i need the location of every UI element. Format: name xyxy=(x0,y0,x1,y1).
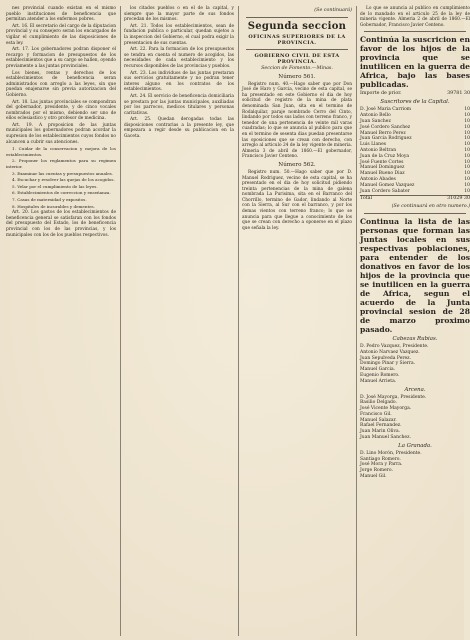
article-clause: 6. Establecimientos de correccion y enseñanza. xyxy=(12,190,111,196)
article-paragraph: nes provincial cuando existan en el mismo pueblo instituciones de beneficencia que permitan atender a los enfermos pobres. xyxy=(6,6,116,23)
list-item: Manuel Garcia. xyxy=(360,367,396,373)
list-title: Cabezas Rubias. xyxy=(392,335,438,342)
list-item: Santiago Romero. xyxy=(360,456,401,462)
list-title: Arcena. xyxy=(404,386,426,393)
list-title: Suscritores de la Capital. xyxy=(380,99,450,106)
list-item: Eugenio Romero. xyxy=(360,372,400,378)
article-clause: 4. Escuchar y resolver las quejas de los acogidos. xyxy=(12,177,115,183)
article-clause: 1. Cuidar de la conservacion y mejora de los establecimientos. xyxy=(6,146,116,157)
continued-note: (Se continuará en otro numero.) xyxy=(391,204,470,210)
list-item: Manuel Salazar. xyxy=(360,417,397,423)
article-clause: 3. Examinar las cuentas y presupuestos anuales. xyxy=(12,170,114,176)
article-paragraph: Art. 25. Quedan derogadas todas las disposiciones contrarias a la presente ley, que empezara a regir desde su publicacion en la Gaceta. xyxy=(124,117,234,140)
column-3 xyxy=(238,6,352,636)
list-item: Juan Garcia Rodriguez 10 xyxy=(360,136,470,142)
list-item: Juan de la Cruz Moya 10 xyxy=(360,153,470,159)
list-item: Manuel Berro Perez 10 xyxy=(360,130,470,136)
column-4 xyxy=(356,6,470,636)
list-item: Jorge Romero. xyxy=(360,468,393,474)
list-item: José Mora y Parra. xyxy=(360,462,403,468)
list-item: Basilio Delgado. xyxy=(360,400,397,406)
list-item: José Fuente Cortes 10 xyxy=(360,159,470,165)
department-heading: Seccion de Fomento.—Minas. xyxy=(261,65,333,71)
list-item: D. Lino Morón, Presidente. xyxy=(360,450,422,456)
article-paragraph: Art. 24. El servicio de beneficencia domiciliaria se prestara por las juntas municipales, auxiliadas por los parrocos, medicos titulares y personas caritativas. xyxy=(124,93,234,116)
continued-note: (Se continuará) xyxy=(314,8,352,13)
list-item: Manuel Gomez Vazquez 10 xyxy=(360,182,470,188)
list-item: Manuel Arrieta. xyxy=(360,378,397,384)
list-item: Manuel Bueno Diaz 10 xyxy=(360,171,470,177)
article-paragraph: los citados pueblos o en el de la capital, y siempre que la mayor parte de sus fondos procedan de los mismos. xyxy=(124,6,234,23)
notice-number: Número 562. xyxy=(278,161,316,168)
list-item: Manuel Gil. xyxy=(360,474,387,480)
section-divider xyxy=(246,49,348,50)
article-paragraph: Art. 17. Los gobernadores podran disponer el recargo y formacion de presupuestos de los establecimientos que a su cargo se hallen, oyendo previamente a las juntas provinciales. xyxy=(6,47,116,69)
subscription-heading: Continúa la suscricion en favor de los hijos de la provincia que se inutilicen en la guerra de Africa, bajo las bases publicadas. xyxy=(360,35,470,90)
list-item: D. José Maria Carriom 10 xyxy=(360,107,470,113)
article-clause: 5. Velar por el cumplimiento de las leyes. xyxy=(12,183,98,189)
notice-number: Número 561. xyxy=(278,73,316,80)
prior-amount-row xyxy=(360,91,470,97)
article-paragraph: Art. 16. El secretario del cargo de la diputacion provincial y su consejero seran los encargados de vigilar el cumplimiento de las disposiciones de esta ley. xyxy=(6,23,116,46)
total-amount: 31029 30 xyxy=(447,196,470,202)
list-item: Domingo Pinar y Sierra. xyxy=(360,361,416,367)
column-2 xyxy=(120,6,234,636)
section-subtitle: OFICINAS SUPERIORES DE LA PROVINCIA. xyxy=(248,33,346,46)
subscriber-list xyxy=(360,107,470,194)
juntas-heading: Continua la lista de las personas que forman las Juntas locales en sus respectivas poblaciones, para entender de los donativos en favor de los hijos de la provincia que se inutilicen en la guerra de Africa, segun el acuerdo de la Junta provincial sesion de 28 de marzo proximo pasado. xyxy=(360,216,470,334)
column-1 xyxy=(6,6,116,636)
article-paragraph: Art. 23. Los individuos de las juntas prestaran sus servicios gratuitamente y no podran tener interes alguno en los contratos de los establecimientos. xyxy=(124,70,234,93)
list-item: Antonio Abades 10 xyxy=(360,176,470,182)
list-item: D. José Mayorga, Presidente. xyxy=(360,394,427,400)
section-divider xyxy=(246,17,348,18)
list-item: José Vicente Mayorga. xyxy=(360,406,412,412)
total-label: Total xyxy=(360,196,373,202)
list-item: Luis Llanes 10 xyxy=(360,142,470,148)
list-item: Juan Sepulveda Perez. xyxy=(360,355,411,361)
article-paragraph: Art. 20. Los gastos de los establecimientos de beneficencia general se satisfaran con los fondos del presupuesto del Estado, los de beneficencia provincial con los de las provincias, y los municipales con los de los pueblos respectivos. xyxy=(6,210,116,238)
article-clause: 8. Hospitales de incurables y dementes. xyxy=(12,203,95,209)
list-item: Juan Marin Oliva. xyxy=(360,429,401,435)
list-item: Juan Sanchez 10 xyxy=(360,118,470,124)
article-paragraph: Art. 18. Las juntas provinciales se compondran del gobernador, presidente, y de cinco vocales nombrados por el mismo, debiendo ser uno de ellos eclesiastico y otro profesor de medicina. xyxy=(6,99,116,122)
office-heading: GOBIERNO CIVIL DE ESTA PROVINCIA. xyxy=(254,52,340,65)
notice-text: Lo que se anuncia al publico en cumplimiento de lo mandado en el articulo 25 de la ley de mineria vigente. Almeria 2 de abril de 1860.—El Gobernador, Francisco Javier Centeno. xyxy=(360,6,470,28)
list-title: La Granada. xyxy=(398,442,432,449)
list-item: Rafael Fernandez. xyxy=(360,423,402,429)
section-divider xyxy=(364,31,466,32)
list-item: Manuel Dominguez 10 xyxy=(360,165,470,171)
list-item: Antonio Beltran 10 xyxy=(360,147,470,153)
section-title: Segunda seccion xyxy=(247,20,347,32)
section-divider xyxy=(364,213,466,214)
prior-amount-value: 39781 30 xyxy=(447,91,470,97)
notice-text: Registro num. 40.—Hago saber que por Don José de Haro y Garcia, vecino de esta capital, se ha presentado en este Gobierno el dia de hoy solicitud de registro de la mina de plata denominada San Juan, sita en el termino de Rodalquilar, paraje nombrado Cerro del Cinto, lindando por todos sus lados con terreno franco, y tenedor de una pertenencia de veinte mil varas cuadradas; lo que se anuncia al publico para que en el termino de sesenta dias puedan presentarse las oposiciones que se crean con derecho, con arreglo al articulo 24 de la ley vigente de mineria. Almeria 3 de abril de 1860.—El gobernador, Francisco Javier Centeno. xyxy=(242,81,352,160)
list-item: Antonio Narvaez Vazquez. xyxy=(360,349,420,355)
list-item: Antonio Bello 10 xyxy=(360,113,470,119)
list-item: D. Pedro Vazquez, Presidente. xyxy=(360,343,429,349)
list-item: Juan Manuel Sanchez. xyxy=(360,435,411,441)
article-paragraph: Art. 21. Todos los establecimientos, sean de fundacion publica o particular, quedan sujetos a la inspeccion del Gobierno, el cual podra exigir la presentacion de sus cuentas. xyxy=(124,23,234,46)
total-row xyxy=(360,195,470,202)
list-item: José Cordero Sanchez 10 xyxy=(360,124,470,130)
list-item: Francisco Gil. xyxy=(360,411,392,417)
article-paragraph: Los bienes, rentas y derechos de los establecimientos de beneficencia seran administrados con arreglo a las leyes, sin que puedan enajenarse sin previa autorizacion del Gobierno. xyxy=(6,70,116,98)
article-clause: 7. Casas de maternidad y expositos. xyxy=(12,197,87,202)
prior-amount-label: Importe de prior. xyxy=(360,91,402,97)
notice-text: Registro num. 50.—Hago saber que por D. Manuel Rodriguez, vecino de esta capital, se ha presentado en el dia de hoy solicitud pidiendo treinta pertenencias de la mina de galena nombrada La Purisima, sita en el Barranco del Chorrillo, termino de Gador, lindando al Norte con la Sierra, al Sur con el barranco, y por los demas vientos con terreno franco; lo que se anuncia para que llegue a conocimiento de los que se crean con derecho a oponerse en el plazo que señala la ley. xyxy=(242,169,352,231)
article-paragraph: Art. 19. A proposicion de las juntas municipales los gobernadores podran acordar la supresion de los establecimientos cuyos fondos no alcancen a cubrir sus atenciones. xyxy=(6,122,116,145)
article-clause: 2. Proponer los reglamentos para su regimen interior. xyxy=(6,158,116,170)
article-paragraph: Art. 22. Para la formacion de los presupuestos se tendra en cuenta el numero de acogidos, las necesidades de cada establecimiento y los recursos disponibles de las provincias y pueblos. xyxy=(124,47,234,69)
list-item: Juan Cordero Sabater 10 xyxy=(360,188,470,194)
